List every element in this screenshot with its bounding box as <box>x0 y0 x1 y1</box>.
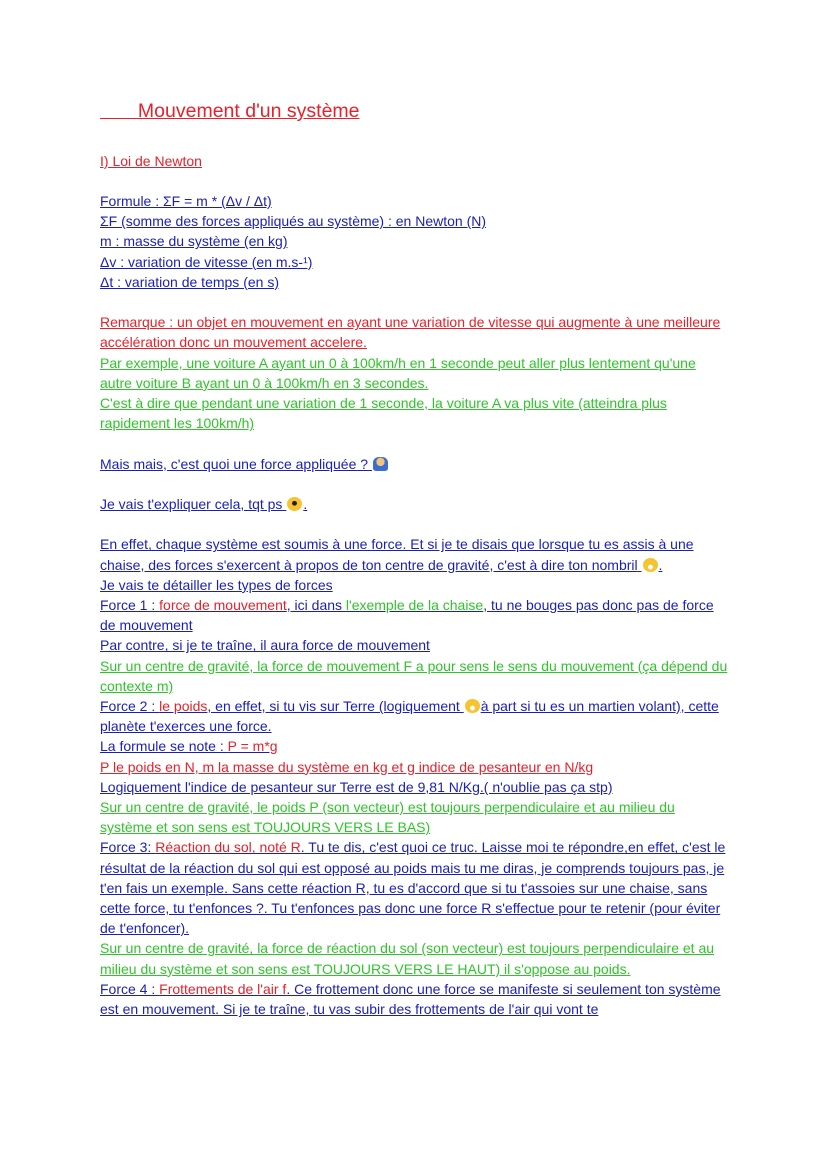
intro-paragraph: En effet, chaque système est soumis à une force. Et si je te disais que lorsque tu es assis à une chaise, des forces s'exercent à propos de ton centre de gravité, c'est à dire ton nombril . <box>100 536 694 573</box>
force1-text: , ici dans <box>286 597 346 613</box>
force3-paragraph <box>100 837 730 938</box>
laughing-face-icon <box>643 558 658 572</box>
question-text: Mais mais, c'est quoi une force appliquée ? <box>100 455 369 472</box>
force1-label: Force 1 : <box>100 597 160 613</box>
force2-gravity: Logiquement l'indice de pesanteur sur Terre est de 9,81 N/Kg.( n'oublie pas ça stp) <box>100 778 613 795</box>
force3-label: Force 3: <box>100 839 156 856</box>
formula-label: La formule se note : <box>100 738 228 755</box>
force4-label: Force 4 : <box>100 980 160 997</box>
formula-line: ΣF (somme des forces appliqués au système) : en Newton (N) <box>100 213 487 230</box>
formula-line: Formule : ΣF = m * (Δv / Δt) <box>100 193 272 209</box>
force2-paragraph <box>100 696 730 736</box>
person-shrugging-icon <box>373 457 388 471</box>
force4-text: . Ce frottement donc une force se manifeste si seulement ton système est en mouvement. Si je te traîne, tu vas subir des frottements de l'air qui vont te <box>100 980 721 1018</box>
formula-line: m : masse du système (en kg) <box>100 233 288 250</box>
force2-formula <box>100 736 730 756</box>
laughing-face-icon <box>465 699 480 713</box>
explain-paragraph: Je vais t'expliquer cela, tqt ps . <box>100 496 308 512</box>
force1-note: Sur un centre de gravité, la force de mouvement F a pour sens le sens du mouvement (ça dépend du contexte m) <box>100 657 728 694</box>
page-title: Mouvement d'un système <box>100 100 360 122</box>
force2-text: à part si tu es un martien volant), cette planète t'exerces une force. <box>100 698 719 735</box>
example-paragraph: Par exemple, une voiture A ayant un 0 à 100km/h en 1 seconde peut aller plus lentement qu'une autre voiture B ayant un 0 à 100km/h en 3 secondes. <box>100 354 696 391</box>
force1-paragraph <box>100 595 730 635</box>
question-paragraph <box>100 454 730 474</box>
force4-paragraph <box>100 979 730 1019</box>
force1-line: Par contre, si je te traîne, il aura force de mouvement <box>100 637 430 654</box>
force4-name: Frottements de l'air f <box>159 980 287 997</box>
section-heading: I) Loi de Newton <box>100 153 202 169</box>
formula-value: P = m*g <box>227 738 278 755</box>
force2-text: , en effet, si tu vis sur Terre (logiquement <box>207 698 464 715</box>
force1-example: l'exemple de la chaise <box>345 597 484 613</box>
force2-units: P le poids en N, m la masse du système en kg et g indice de pesanteur en N/kg <box>100 758 594 775</box>
force3-note: Sur un centre de gravité, la force de réaction du sol (son vecteur) est toujours perpendiculaire et au milieu du système et son sens est TOUJOURS VERS LE HAUT) il s'oppose au poids. <box>100 940 715 977</box>
example-paragraph: C'est à dire que pendant une variation de 1 seconde, la voiture A va plus vite (atteindra plus rapidement les 100km/h) <box>100 395 667 432</box>
force2-note: Sur un centre de gravité, le poids P (son vecteur) est toujours perpendiculaire et au milieu du système et son sens est TOUJOURS VERS LE BAS) <box>100 799 675 836</box>
types-paragraph: Je vais te détailler les types de forces <box>100 576 333 593</box>
document-body <box>100 191 730 1019</box>
explain-text: Je vais t'expliquer cela, tqt ps <box>100 496 283 512</box>
force2-name: le poids <box>159 698 208 715</box>
force2-label: Force 2 : <box>100 698 160 715</box>
force1-text: , tu ne bouges pas donc pas de force de mouvement <box>100 597 714 634</box>
sunglasses-face-icon <box>287 497 302 511</box>
force3-name: Réaction du sol, noté R <box>155 839 301 856</box>
intro-text: En effet, chaque système est soumis à une force. Et si je te disais que lorsque tu es assis à une chaise, des forces s'exercent à propos de ton centre de gravité, c'est à dire ton nombril <box>100 536 694 573</box>
formula-line: Δv : variation de vitesse (en m.s-¹) <box>100 253 313 270</box>
force3-text: . Tu te dis, c'est quoi ce truc. Laisse moi te répondre,en effet, c'est le résultat de la réaction du sol qui est opposé au poids mais tu me diras, je comprends toujours pas, je t'en fais un exemple. Sans cette réaction R, tu es d'accord que si tu t'assoies sur une chaise, sans cette force, tu t'enfonces ?. Tu t'enfonces pas donc une force R s'effectue pour te retenir (pour éviter de t'enfoncer). <box>100 839 726 937</box>
remark-paragraph: Remarque : un objet en mouvement en ayant une variation de vitesse qui augmente à une meilleure accélération donc un mouvement accelere. <box>100 314 721 351</box>
formula-line: Δt : variation de temps (en s) <box>100 273 279 290</box>
force1-name: force de mouvement <box>159 597 287 613</box>
